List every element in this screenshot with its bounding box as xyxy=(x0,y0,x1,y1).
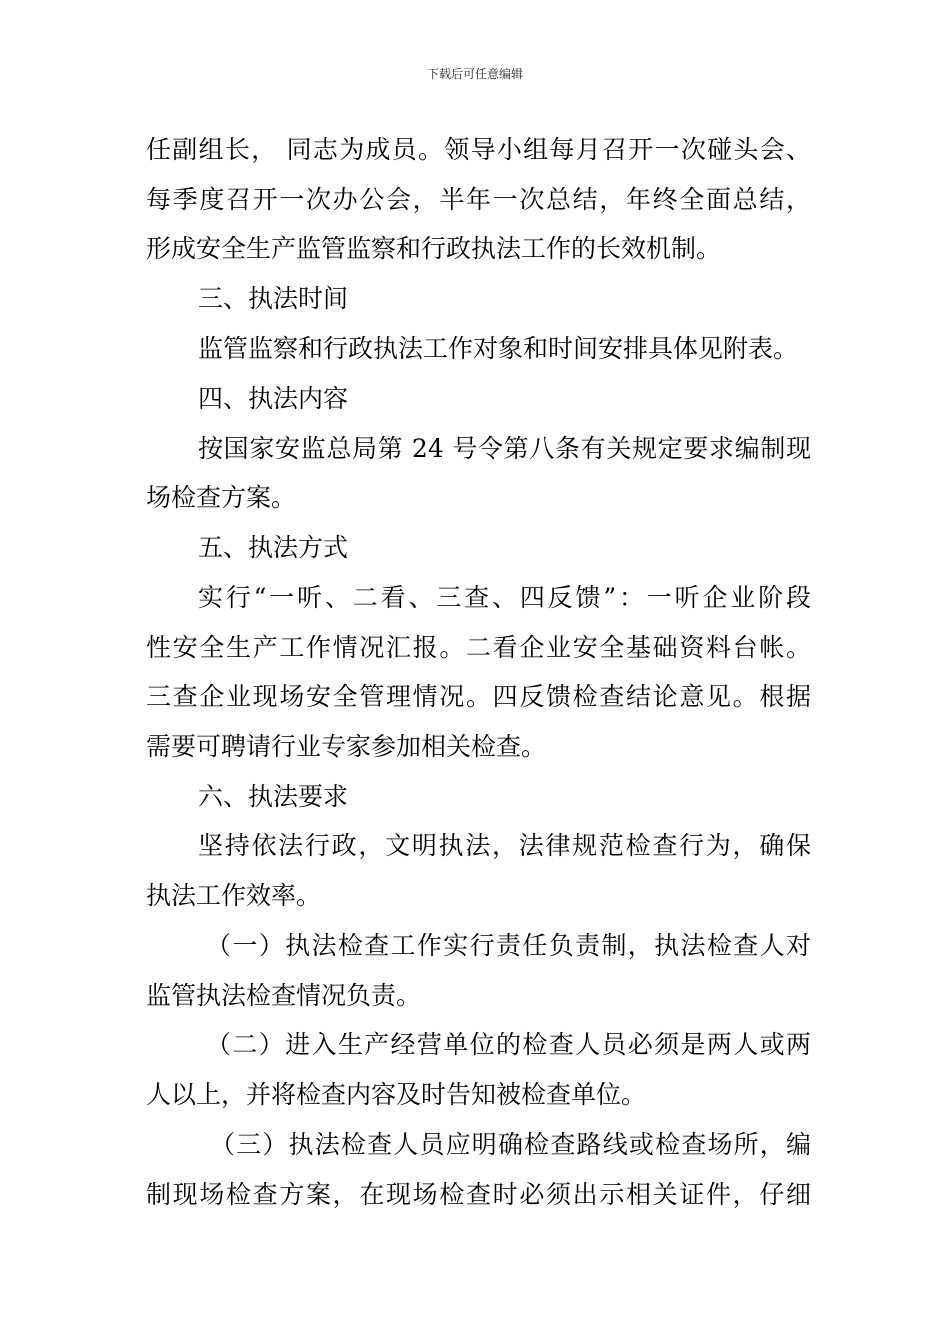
body-line: 监管执法检查情况负责。 xyxy=(146,981,422,1010)
body-line: （三）执法检查人员应明确检查路线或检查场所，编 xyxy=(210,1130,811,1159)
body-line: 任副组长， 同志为成员。领导小组每月召开一次碰头会、 xyxy=(146,135,811,164)
section-heading: 六、执法要求 xyxy=(198,782,349,811)
body-line: 执法工作效率。 xyxy=(146,881,322,910)
body-line: 人以上，并将检查内容及时告知被检查单位。 xyxy=(146,1080,647,1109)
body-line: 实行“一听、二看、三查、四反馈”：一听企业阶段 xyxy=(198,583,811,612)
body-line: 性安全生产工作情况汇报。二看企业安全基础资料台帐。 xyxy=(146,633,811,662)
body-line: 制现场检查方案，在现场检查时必须出示相关证件，仔细 xyxy=(146,1180,811,1209)
body-line: （一）执法检查工作实行责任负责制，执法检查人对 xyxy=(206,931,811,960)
page-header: 下载后可任意编辑 xyxy=(426,67,523,81)
body-line: 三查企业现场安全管理情况。四反馈检查结论意见。根据 xyxy=(146,682,811,711)
body-line: 按国家安监总局第 24 号令第八条有关规定要求编制现 xyxy=(198,434,811,463)
body-line: 形成安全生产监管监察和行政执法工作的长效机制。 xyxy=(146,234,722,263)
body-line: 每季度召开一次办公会，半年一次总结，年终全面总结， xyxy=(146,185,811,214)
body-line: 坚持依法行政，文明执法，法律规范检查行为，确保 xyxy=(198,831,811,860)
body-line: （二）进入生产经营单位的检查人员必须是两人或两 xyxy=(206,1030,811,1059)
body-line: 场检查方案。 xyxy=(146,483,297,512)
section-heading: 五、执法方式 xyxy=(198,533,349,562)
section-heading: 三、执法时间 xyxy=(198,284,349,313)
body-line: 监管监察和行政执法工作对象和时间安排具体见附表。 xyxy=(198,334,799,363)
body-line: 需要可聘请行业专家参加相关检查。 xyxy=(146,732,547,761)
section-heading: 四、执法内容 xyxy=(198,384,349,413)
